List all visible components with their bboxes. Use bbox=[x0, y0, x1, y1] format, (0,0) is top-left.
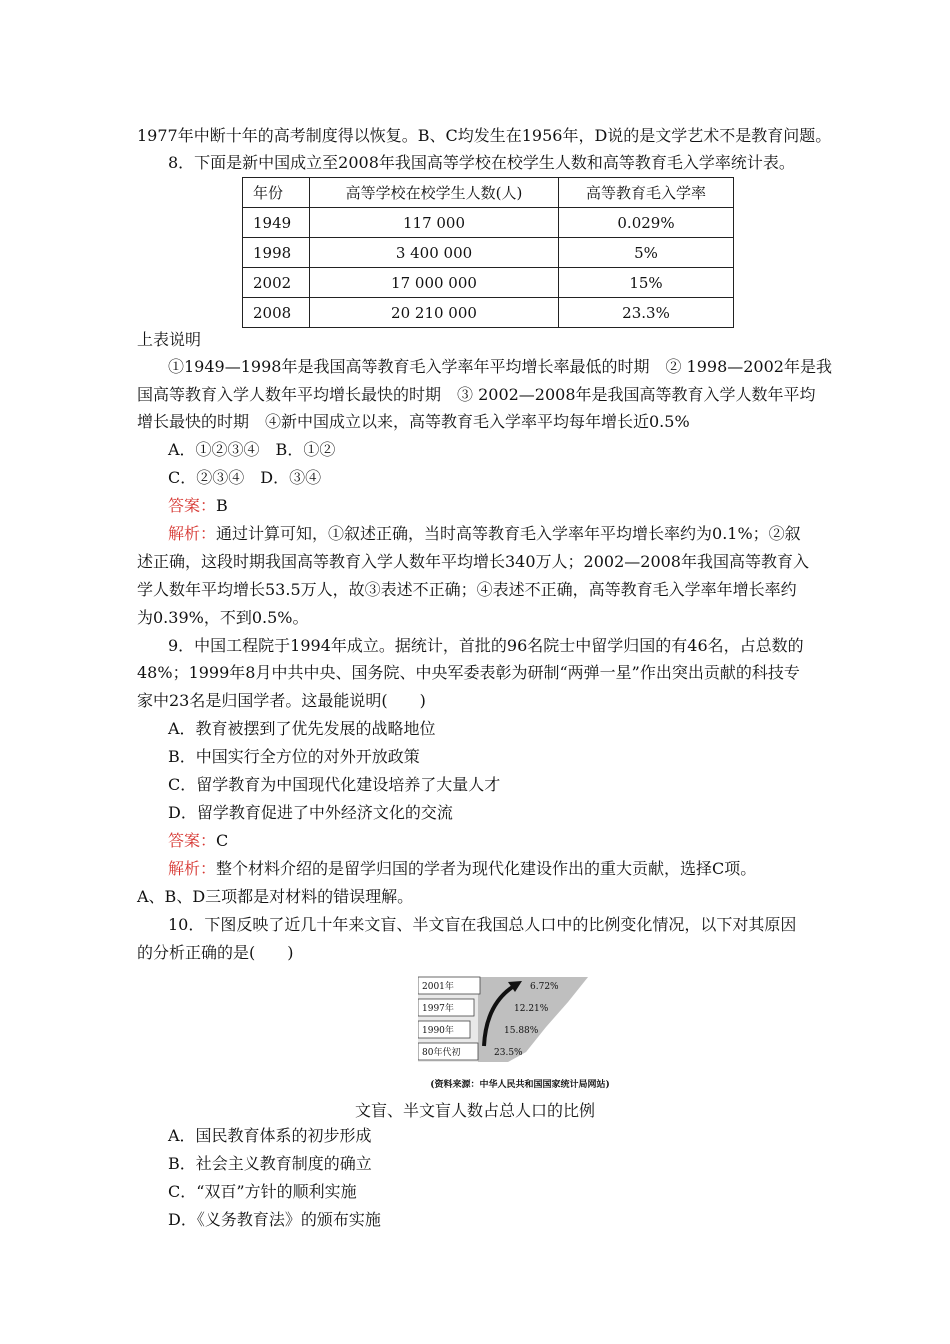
analysis-text: 整个材料介绍的是留学归国的学者为现代化建设作出的重大贡献，选择C项。 bbox=[216, 859, 757, 878]
q8-stem: 8．下面是新中国成立至2008年我国高等学校在校学生人数和高等教育毛入学率统计表。 bbox=[168, 153, 795, 172]
table-row bbox=[243, 238, 734, 268]
table-cell: 2002 bbox=[243, 268, 310, 298]
step-label: 2001年 bbox=[422, 982, 454, 992]
table-row bbox=[243, 268, 734, 298]
q9-option: D．留学教育促进了中外经济文化的交流 bbox=[168, 803, 453, 822]
q8-analysis-line: 为0.39%，不到0.5%。 bbox=[137, 608, 309, 627]
analysis-text: 通过计算可知，①叙述正确，当时高等教育毛入学率年平均增长率约为0.1%；②叙 bbox=[216, 524, 801, 543]
step-label: 1990年 bbox=[422, 1026, 454, 1036]
table-header: 高等学校在校学生人数(人) bbox=[310, 178, 559, 208]
table-cell: 15% bbox=[559, 268, 734, 298]
table-cell: 1998 bbox=[243, 238, 310, 268]
q8-answer bbox=[168, 496, 868, 516]
q9-analysis-line bbox=[168, 859, 868, 879]
step-value: 6.72% bbox=[530, 982, 559, 992]
q8-analysis-line bbox=[168, 524, 868, 544]
step-value: 12.21% bbox=[514, 1004, 549, 1014]
figure-source: (资料来源：中华人民共和国国家统计局网站) bbox=[430, 1080, 610, 1090]
q9-stem-line: 家中23名是归国学者。这最能说明( ) bbox=[137, 691, 426, 710]
statistics-table bbox=[242, 177, 734, 328]
table-header: 年份 bbox=[243, 178, 310, 208]
q8-statement-line: ①1949—1998年是我国高等教育毛入学率年平均增长率最低的时期 ② 1998—2002年是我 bbox=[168, 357, 832, 376]
table-note-label: 上表说明 bbox=[137, 330, 202, 349]
q10-option: D．《义务教育法》的颁布实施 bbox=[168, 1210, 381, 1229]
answer-label: 答案： bbox=[168, 496, 217, 515]
illiteracy-rate-figure bbox=[418, 972, 614, 1068]
table-cell: 17 000 000 bbox=[310, 268, 559, 298]
q8-statement-line: 国高等教育入学人数年平均增长最快的时期 ③ 2002—2008年是我国高等教育入学人数年平均 bbox=[137, 385, 816, 404]
q10-option: A．国民教育体系的初步形成 bbox=[168, 1126, 372, 1145]
table-cell: 3 400 000 bbox=[310, 238, 559, 268]
table-cell: 117 000 bbox=[310, 208, 559, 238]
q9-answer bbox=[168, 831, 868, 851]
analysis-label: 解析： bbox=[168, 524, 217, 543]
figure-caption: 文盲、半文盲人数占总人口的比例 bbox=[354, 1101, 595, 1120]
answer-value: C bbox=[216, 831, 229, 850]
answer-value: B bbox=[216, 496, 228, 515]
table-cell: 5% bbox=[559, 238, 734, 268]
table-cell: 23.3% bbox=[559, 298, 734, 328]
q10-option: C．“双百”方针的顺利实施 bbox=[168, 1182, 357, 1201]
q10-stem-line: 10．下图反映了近几十年来文盲、半文盲在我国总人口中的比例变化情况，以下对其原因 bbox=[168, 915, 797, 934]
q9-stem-line: 48%；1999年8月中共中央、国务院、中央军委表彰为研制“两弹一星”作出突出贡献的科技专 bbox=[137, 663, 800, 682]
table-cell: 2008 bbox=[243, 298, 310, 328]
prev-analysis-tail: 1977年中断十年的高考制度得以恢复。B、C均发生在1956年，D说的是文学艺术不是教育问题。 bbox=[137, 126, 832, 145]
table-row bbox=[243, 298, 734, 328]
table-header-row bbox=[243, 178, 734, 208]
step-label: 1997年 bbox=[422, 1004, 454, 1014]
q8-analysis-line: 述正确，这段时期我国高等教育入学人数年平均增长340万人；2002—2008年我国高等教育入 bbox=[137, 552, 809, 571]
step-value: 15.88% bbox=[504, 1026, 539, 1036]
table-cell: 20 210 000 bbox=[310, 298, 559, 328]
q8-options-ab: A．①②③④ B．①② bbox=[168, 440, 336, 459]
table-row bbox=[243, 208, 734, 238]
answer-label: 答案： bbox=[168, 831, 217, 850]
table-header: 高等教育毛入学率 bbox=[559, 178, 734, 208]
q8-analysis-line: 学人数年平均增长53.5万人，故③表述不正确；④表述不正确，高等教育毛入学率年增长率约 bbox=[137, 580, 797, 599]
table-cell: 0.029% bbox=[559, 208, 734, 238]
q10-option: B．社会主义教育制度的确立 bbox=[168, 1154, 372, 1173]
step-value: 23.5% bbox=[494, 1048, 523, 1058]
q9-option: B．中国实行全方位的对外开放政策 bbox=[168, 747, 420, 766]
table-cell: 1949 bbox=[243, 208, 310, 238]
q10-stem-line: 的分析正确的是( ) bbox=[137, 943, 294, 962]
step-label: 80年代初 bbox=[422, 1048, 461, 1058]
q9-option: A．教育被摆到了优先发展的战略地位 bbox=[168, 719, 436, 738]
q8-options-cd: C．②③④ D．③④ bbox=[168, 468, 322, 487]
q9-option: C．留学教育为中国现代化建设培养了大量人才 bbox=[168, 775, 501, 794]
analysis-label: 解析： bbox=[168, 859, 217, 878]
q9-analysis-line: A、B、D三项都是对材料的错误理解。 bbox=[137, 887, 414, 906]
q9-stem-line: 9．中国工程院于1994年成立。据统计，首批的96名院士中留学归国的有46名，占总数的 bbox=[168, 636, 804, 655]
q8-statement-line: 增长最快的时期 ④新中国成立以来，高等教育毛入学率平均每年增长近0.5% bbox=[137, 412, 690, 431]
